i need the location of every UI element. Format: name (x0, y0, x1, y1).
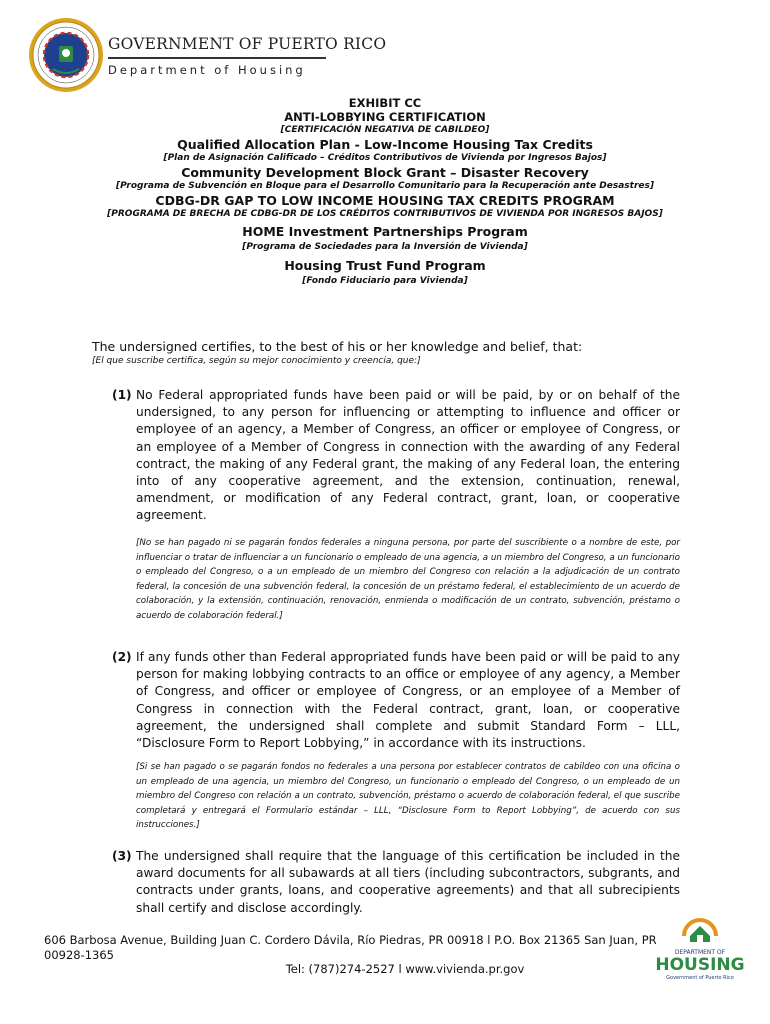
certification-title-es: [CERTIFICACIÓN NEGATIVA DE CABILDEO] (280, 125, 490, 135)
certification-item-1 (112, 387, 680, 525)
item-text: The undersigned shall require that the language of this certification be included in the award documents for all subawards at all tiers (including subcontractors, subgrants, and contracts under grants, loans, and cooperative agreements) and that all subrecipients shall certify and disclose accordingly. (136, 849, 680, 915)
puerto-rico-seal (28, 17, 104, 93)
footer-contact-text: Tel: (787)274-2527 l www.vivienda.pr.gov (285, 962, 525, 976)
home-title-es: [Programa de Sociedades para la Inversión de Vivienda] (242, 242, 528, 252)
logo-main-text: HOUSING (655, 955, 745, 975)
intro-statement-es: [El que suscribe certifica, según su mejor conocimiento y creencia, que:] (92, 356, 421, 366)
gap-title-es: [PROGRAMA DE BRECHA DE CDBG-DR DE LOS CRÉDITOS CONTRIBUTIVOS DE VIVIENDA POR INGRESOS BAJOS] (107, 209, 663, 219)
htf-title: Housing Trust Fund Program (284, 258, 486, 273)
item-number: (3) (112, 849, 132, 863)
home-title: HOME Investment Partnerships Program (242, 224, 528, 239)
intro-statement: The undersigned certifies, to the best of his or her knowledge and belief, that: (92, 339, 583, 354)
exhibit-label: EXHIBIT CC (348, 96, 422, 110)
header-divider (108, 57, 326, 59)
logo-top-text: DEPARTMENT OF (674, 949, 726, 956)
title-block (60, 96, 710, 288)
government-title: GOVERNMENT OF PUERTO RICO (108, 35, 387, 53)
certification-title: ANTI-LOBBYING CERTIFICATION (284, 110, 486, 124)
department-name: Department of Housing (108, 63, 306, 77)
cdbg-title-es: [Programa de Subvención en Bloque para el Desarrollo Comunitario para la Recuperación ante Desastres] (116, 181, 654, 191)
gap-title: CDBG-DR GAP TO LOW INCOME HOUSING TAX CREDITS PROGRAM (155, 193, 615, 208)
cdbg-title: Community Development Block Grant – Disaster Recovery (181, 165, 589, 180)
certification-item-1-es: [No se han pagado ni se pagarán fondos federales a ninguna persona, por parte del suscribiente o a nombre de este, por influenciar o tratar de influenciar a un funcionario o empleado de una agencia, a un miembro del Congreso, a un funcionario o empleado del Congreso, o a un empleado de un miembro del Congreso con relación a la adjudicación de un contrato federal, la concesión de una subvención federal, la concesión de un préstamo federal, el establecimiento de un acuerdo de colaboración, y la extensión, continuación, renovación, enmienda o modificación de un contrato, subvención, préstamo o acuerdo de colaboración federal.] (136, 538, 680, 621)
certification-item-2 (112, 649, 680, 752)
item-number: (1) (112, 388, 132, 402)
qap-title-es: [Plan de Asignación Calificado – Créditos Contributivos de Vivienda por Ingresos Bajos] (163, 153, 607, 163)
certification-item-2-es: [Si se han pagado o se pagarán fondos no federales a una persona por establecer contratos de cabildeo con una oficina o un empleado de una agencia, un miembro del Congreso, un funcionario o empleado del Congreso, o un empleado de un miembro del Congreso con relación a un contrato, subvención, préstamo o acuerdo de colaboración federal, el que suscribe completará y entregará el Formulario estándar – LLL, “Disclosure Form to Report Lobbying”, de acuerdo con sus instrucciones.] (136, 762, 680, 831)
logo-sub-text: Government of Puerto Rico (666, 975, 734, 981)
item-number: (2) (112, 650, 132, 664)
certification-item-3 (112, 848, 680, 917)
htf-title-es: [Fondo Fiduciario para Vivienda] (302, 276, 468, 286)
item-text: No Federal appropriated funds have been paid or will be paid, by or on behalf of the undersigned, to any person for influencing or attempting to influence and officer or employee of an agency, a Member of Congress, an officer or employee of Congress, or an employee of a Member of Congress in connection with the awarding of any Federal contract, the making of any Federal grant, the making of any Federal loan, the entering into of any cooperative agreement, and the extension, continuation, renewal, amendment, or modification of any Federal contract, grant, loan, or cooperative agreement. (136, 388, 680, 523)
item-text: If any funds other than Federal appropriated funds have been paid or will be paid to any person for making lobbying contracts to an office or employee of any agency, a Member of Congress, and officer or employee of Congress, or an employee of a Member of Congress in connection with the Federal contract, grant, loan, or cooperative agreement, the undersigned shall complete and submit Standard Form – LLL, “Disclosure Form to Report Lobbying,” in accordance with its instructions. (136, 650, 680, 751)
footer-address: 606 Barbosa Avenue, Building Juan C. Cordero Dávila, Río Piedras, PR 00918 l P.O. Box 21365 San Juan, PR 00928-1365 (44, 933, 657, 962)
department-of-housing-logo (654, 902, 746, 988)
qap-title: Qualified Allocation Plan - Low-Income Housing Tax Credits (177, 137, 593, 152)
